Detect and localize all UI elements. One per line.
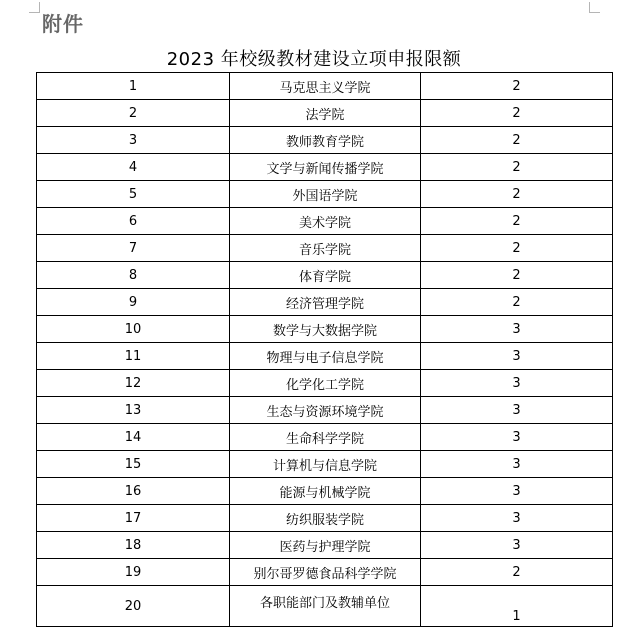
row-number-cell: 6: [37, 208, 230, 235]
quota-cell: 3: [421, 478, 613, 505]
row-number-cell: 9: [37, 289, 230, 316]
row-number-cell: 8: [37, 262, 230, 289]
organization-cell: 音乐学院: [230, 235, 421, 262]
quota-cell: 2: [421, 100, 613, 127]
table-row: [37, 586, 613, 627]
table-row: [37, 154, 613, 181]
organization-cell: 化学化工学院: [230, 370, 421, 397]
row-number-cell: 12: [37, 370, 230, 397]
row-number-cell: 14: [37, 424, 230, 451]
organization-cell: 美术学院: [230, 208, 421, 235]
table-row: [37, 478, 613, 505]
row-number-cell: 1: [37, 73, 230, 100]
organization-cell: 文学与新闻传播学院: [230, 154, 421, 181]
row-number-cell: 16: [37, 478, 230, 505]
attachment-label: 附件: [42, 12, 84, 36]
quota-cell: 2: [421, 181, 613, 208]
row-number-cell: 10: [37, 316, 230, 343]
quota-cell: 2: [421, 559, 613, 586]
organization-cell: 法学院: [230, 100, 421, 127]
organization-cell: 计算机与信息学院: [230, 451, 421, 478]
organization-cell: 经济管理学院: [230, 289, 421, 316]
row-number-cell: 5: [37, 181, 230, 208]
quota-cell: 3: [421, 505, 613, 532]
row-number-cell: 13: [37, 397, 230, 424]
table-row: [37, 532, 613, 559]
organization-cell: 别尔哥罗德食品科学学院: [230, 559, 421, 586]
row-number-cell: 20: [37, 586, 230, 627]
quota-table: [36, 72, 613, 627]
table-row: [37, 289, 613, 316]
table-row: [37, 316, 613, 343]
quota-cell: 3: [421, 343, 613, 370]
quota-cell: 2: [421, 127, 613, 154]
row-number-cell: 18: [37, 532, 230, 559]
quota-cell: 1: [421, 586, 613, 627]
quota-cell: 3: [421, 370, 613, 397]
table-row: [37, 451, 613, 478]
table-row: [37, 181, 613, 208]
page-corner-mark-right: [589, 2, 600, 13]
organization-cell: 物理与电子信息学院: [230, 343, 421, 370]
quota-cell: 3: [421, 424, 613, 451]
row-number-cell: 2: [37, 100, 230, 127]
row-number-cell: 15: [37, 451, 230, 478]
table-row: [37, 343, 613, 370]
quota-cell: 2: [421, 289, 613, 316]
row-number-cell: 3: [37, 127, 230, 154]
row-number-cell: 4: [37, 154, 230, 181]
table-row: [37, 235, 613, 262]
row-number-cell: 19: [37, 559, 230, 586]
table-row: [37, 370, 613, 397]
table-row: [37, 100, 613, 127]
row-number-cell: 7: [37, 235, 230, 262]
quota-cell: 2: [421, 73, 613, 100]
table-row: [37, 208, 613, 235]
quota-cell: 2: [421, 208, 613, 235]
organization-cell: 纺织服装学院: [230, 505, 421, 532]
page-corner-mark-left: [29, 2, 40, 13]
table-row: [37, 73, 613, 100]
table-row: [37, 505, 613, 532]
table-row: [37, 559, 613, 586]
organization-cell: 马克思主义学院: [230, 73, 421, 100]
organization-cell: 体育学院: [230, 262, 421, 289]
quota-cell: 3: [421, 451, 613, 478]
organization-cell: 能源与机械学院: [230, 478, 421, 505]
organization-cell: 生态与资源环境学院: [230, 397, 421, 424]
table-row: [37, 262, 613, 289]
table-row: [37, 127, 613, 154]
organization-cell: 教师教育学院: [230, 127, 421, 154]
organization-cell: 数学与大数据学院: [230, 316, 421, 343]
row-number-cell: 11: [37, 343, 230, 370]
quota-cell: 3: [421, 316, 613, 343]
quota-cell: 2: [421, 235, 613, 262]
organization-cell: 医药与护理学院: [230, 532, 421, 559]
organization-cell: 各职能部门及教辅单位: [230, 586, 421, 627]
quota-table-body: [37, 73, 613, 627]
quota-cell: 3: [421, 397, 613, 424]
table-row: [37, 397, 613, 424]
organization-cell: 生命科学学院: [230, 424, 421, 451]
quota-cell: 2: [421, 262, 613, 289]
row-number-cell: 17: [37, 505, 230, 532]
quota-cell: 3: [421, 532, 613, 559]
organization-cell: 外国语学院: [230, 181, 421, 208]
table-row: [37, 424, 613, 451]
quota-cell: 2: [421, 154, 613, 181]
document-title: 2023 年校级教材建设立项申报限额: [166, 49, 462, 70]
